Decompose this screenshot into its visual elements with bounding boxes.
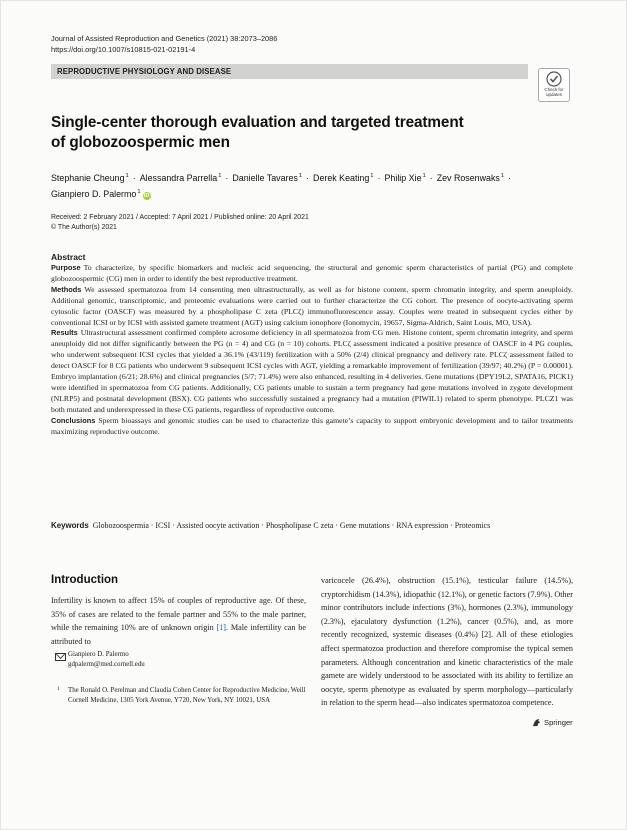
author-affiliation-mark: 1 bbox=[137, 189, 141, 196]
keywords bbox=[51, 520, 573, 532]
author[interactable] bbox=[232, 173, 302, 183]
author-name: Stephanie Cheung bbox=[51, 172, 125, 183]
author-affiliation-mark: 1 bbox=[298, 173, 303, 179]
author-name: Zev Rosenwaks bbox=[436, 172, 500, 183]
correspondence-email[interactable]: gdpalerm@med.cornell.edu bbox=[68, 661, 145, 668]
publisher-mark bbox=[532, 718, 573, 727]
results-heading: Results bbox=[51, 328, 78, 338]
orcid-icon[interactable]: iD bbox=[143, 193, 150, 200]
author-affiliation-mark: 1 bbox=[125, 173, 129, 179]
author-separator: · bbox=[132, 172, 136, 183]
check-for-updates-badge[interactable] bbox=[538, 68, 570, 102]
conclusions-heading: Conclusions bbox=[51, 415, 96, 425]
author-separator: · bbox=[508, 172, 512, 183]
methods-text: We assessed spermatozoa from 14 consenting men ultrastructurally, as well as for histone content, sperm chromatin integrity, and sperm aneuploidy. Additional genomic, transcriptomic, and proteomic evaluations were carried out to further characterize the CG cohort. The presence of oocyte-activating sperm cytosolic factor (OASCF) was measured by a phospholipase C zeta (PLCζ) immunofluorescence assay. Couples were treated in subsequent cycles either by conventional ICSI or by ICSI with assisted gamete treatment (AGT) using calcium ionophore (Ionomycin, 19657, Sigma-Aldrich, Saint Louis, MO, USA). bbox=[51, 284, 573, 327]
abstract-methods bbox=[51, 285, 573, 329]
section-label: REPRODUCTIVE PHYSIOLOGY AND DISEASE bbox=[57, 67, 232, 76]
introduction-heading: Introduction bbox=[51, 574, 119, 586]
author[interactable] bbox=[51, 173, 129, 183]
journal-citation: Journal of Assisted Reproduction and Genetics (2021) 38:2073–2086 bbox=[51, 34, 278, 43]
author-affiliation-mark: 1 bbox=[500, 173, 505, 179]
check-badge-line2: updates bbox=[545, 92, 562, 97]
author[interactable] bbox=[51, 189, 141, 199]
envelope-icon bbox=[55, 653, 66, 661]
title-line-2: of globozoospermic men bbox=[51, 133, 230, 151]
author[interactable] bbox=[385, 173, 426, 183]
author-affiliation-mark: 1 bbox=[422, 173, 426, 179]
author-name: Gianpiero D. Palermo bbox=[51, 189, 137, 200]
keywords-text: Globozoospermia · ICSI · Assisted oocyte activation · Phospholipase C zeta · Gene mutations · RNA expression · Proteomics bbox=[92, 521, 491, 530]
author[interactable] bbox=[437, 173, 504, 183]
author[interactable] bbox=[140, 173, 222, 183]
abstract bbox=[51, 251, 573, 438]
springer-horse-icon bbox=[532, 718, 541, 727]
publication-dates bbox=[51, 213, 309, 232]
right-column-text: varicocele (26.4%), obstruction (15.1%), testicular failure (14.5%), cryptorchidism (14.3%), idiopathic (12.1%), or genetic factors (7.9%). Other minor contributors include infections (3%), hormones (2.3%), immunology (2.3%), ejaculatory dysfunction (1.2%), cancer (0.5%), and, as more recently recognized, systemic diseases (0.4%) [2]. All of these etiologies affect spermatozoa production and therefore compromise the typical semen parameters. Although concentration and kinetic characteristics of the male gamete are widely understood to be associated with its ability to fertilize an oocyte, sperm phenotype as evaluated by sperm morphology—particularly in relation to the sperm head—also indicates spermatozoa competence. bbox=[321, 576, 573, 708]
copyright-line: © The Author(s) 2021 bbox=[51, 223, 117, 231]
author-name: Danielle Tavares bbox=[232, 172, 298, 183]
affiliation-number: 1 bbox=[57, 686, 60, 692]
intro-text-end: . Male infertility can be attributed to bbox=[51, 623, 306, 646]
keywords-heading: Keywords bbox=[51, 521, 89, 530]
methods-heading: Methods bbox=[51, 284, 82, 294]
author-name: Derek Keating bbox=[313, 172, 370, 183]
conclusions-text: Sperm bioassays and genomic studies can be used to characterize this gamete’s capacity to support embryonic development and to tailor treatments maximizing reproductive outcome. bbox=[51, 415, 573, 436]
abstract-results bbox=[51, 328, 573, 415]
check-for-updates-icon bbox=[546, 71, 562, 87]
dates-line: Received: 2 February 2021 / Accepted: 7 April 2021 / Published online: 20 April 2021 bbox=[51, 214, 309, 221]
journal-header bbox=[51, 33, 277, 55]
author-separator: · bbox=[377, 172, 381, 183]
intro-text-start: Infertility is known to affect 15% of couples of reproductive age. Of these, 35% of cases are related to the female partner and 55% to the male partner, while the remaining 10% are of unknown origin bbox=[51, 596, 306, 633]
publisher-name: Springer bbox=[544, 718, 573, 727]
purpose-text: To characterize, by specific biomarkers and nucleic acid sequencing, the structural and genomic sperm characteristics of partial (PG) and complete globozoospermic (CG) men in order to identify the best reproductive treatment. bbox=[51, 263, 573, 283]
journal-doi-link[interactable]: https://doi.org/10.1007/s10815-021-02191-4 bbox=[51, 45, 196, 54]
author-affiliation-mark: 1 bbox=[218, 173, 222, 179]
author-name: Philip Xie bbox=[384, 172, 422, 183]
affiliation-text: The Ronald O. Perelman and Claudia Cohen Center for Reproductive Medicine, Weill Cornell Medicine, 1305 York Avenue, Y720, New York, NY 10021, USA bbox=[68, 687, 306, 705]
abstract-purpose bbox=[51, 263, 573, 285]
author[interactable] bbox=[313, 173, 373, 183]
purpose-heading: Purpose bbox=[51, 263, 81, 272]
abstract-heading: Abstract bbox=[51, 252, 86, 262]
author-separator: · bbox=[429, 172, 433, 183]
author-name: Alessandra Parrella bbox=[139, 172, 218, 183]
check-badge-line1: Check for bbox=[544, 87, 564, 92]
author-separator: · bbox=[225, 172, 229, 183]
article-title bbox=[51, 113, 491, 152]
citation-link[interactable]: [1] bbox=[216, 623, 226, 633]
introduction-paragraph bbox=[51, 594, 306, 648]
author-separator: · bbox=[306, 172, 310, 183]
author-affiliation-mark: 1 bbox=[370, 173, 374, 179]
left-column bbox=[51, 574, 306, 648]
author-list bbox=[51, 169, 571, 202]
abstract-conclusions bbox=[51, 416, 573, 438]
title-line-1: Single-center thorough evaluation and targeted treatment bbox=[51, 114, 464, 131]
correspondence-name: Gianpiero D. Palermo bbox=[68, 651, 129, 658]
results-text: Ultrastructural assessment confirmed complete acrosome deficiency in all spermatozoa from CG men. Histone content, sperm chromatin integrity, and sperm aneuploidy did not differ significantly between the PG (n = 4) and CG (n = 10) cohorts. PLCζ assessment indicated a positive presence of OASCF in 4 PG couples, who underwent subsequent ICSI cycles that yielded a 36.1% (43/119) fertilization with a 50% (2/4) clinical pregnancy and delivery rate. PLCζ assessment failed to detect OASCF for 8 CG patients who underwent 9 subsequent ICSI cycles with AGT, yielding a remarkable improvement of fertilization (39/97; 40.2%) (P = 0.00001). Embryo implantation (6/21; 28.6%) and clinical pregnancies (5/7; 71.4%) were also enhanced, resulting in 4 deliveries. Gene mutations (DPY19L2, SPATA16, PICK1) were identified in spermatozoa from CG patients. Additionally, CG patients unable to sustain a term pregnancy had gene mutations involved in zygote development (NLRP5) and postnatal development (BSX). CG patients who successfully sustained a pregnancy had a mutation (PIWIL1) related to sperm phenotype. PLCZ1 was both mutated and underexpressed in these CG patients, regardless of reproductive outcome. bbox=[51, 328, 573, 414]
